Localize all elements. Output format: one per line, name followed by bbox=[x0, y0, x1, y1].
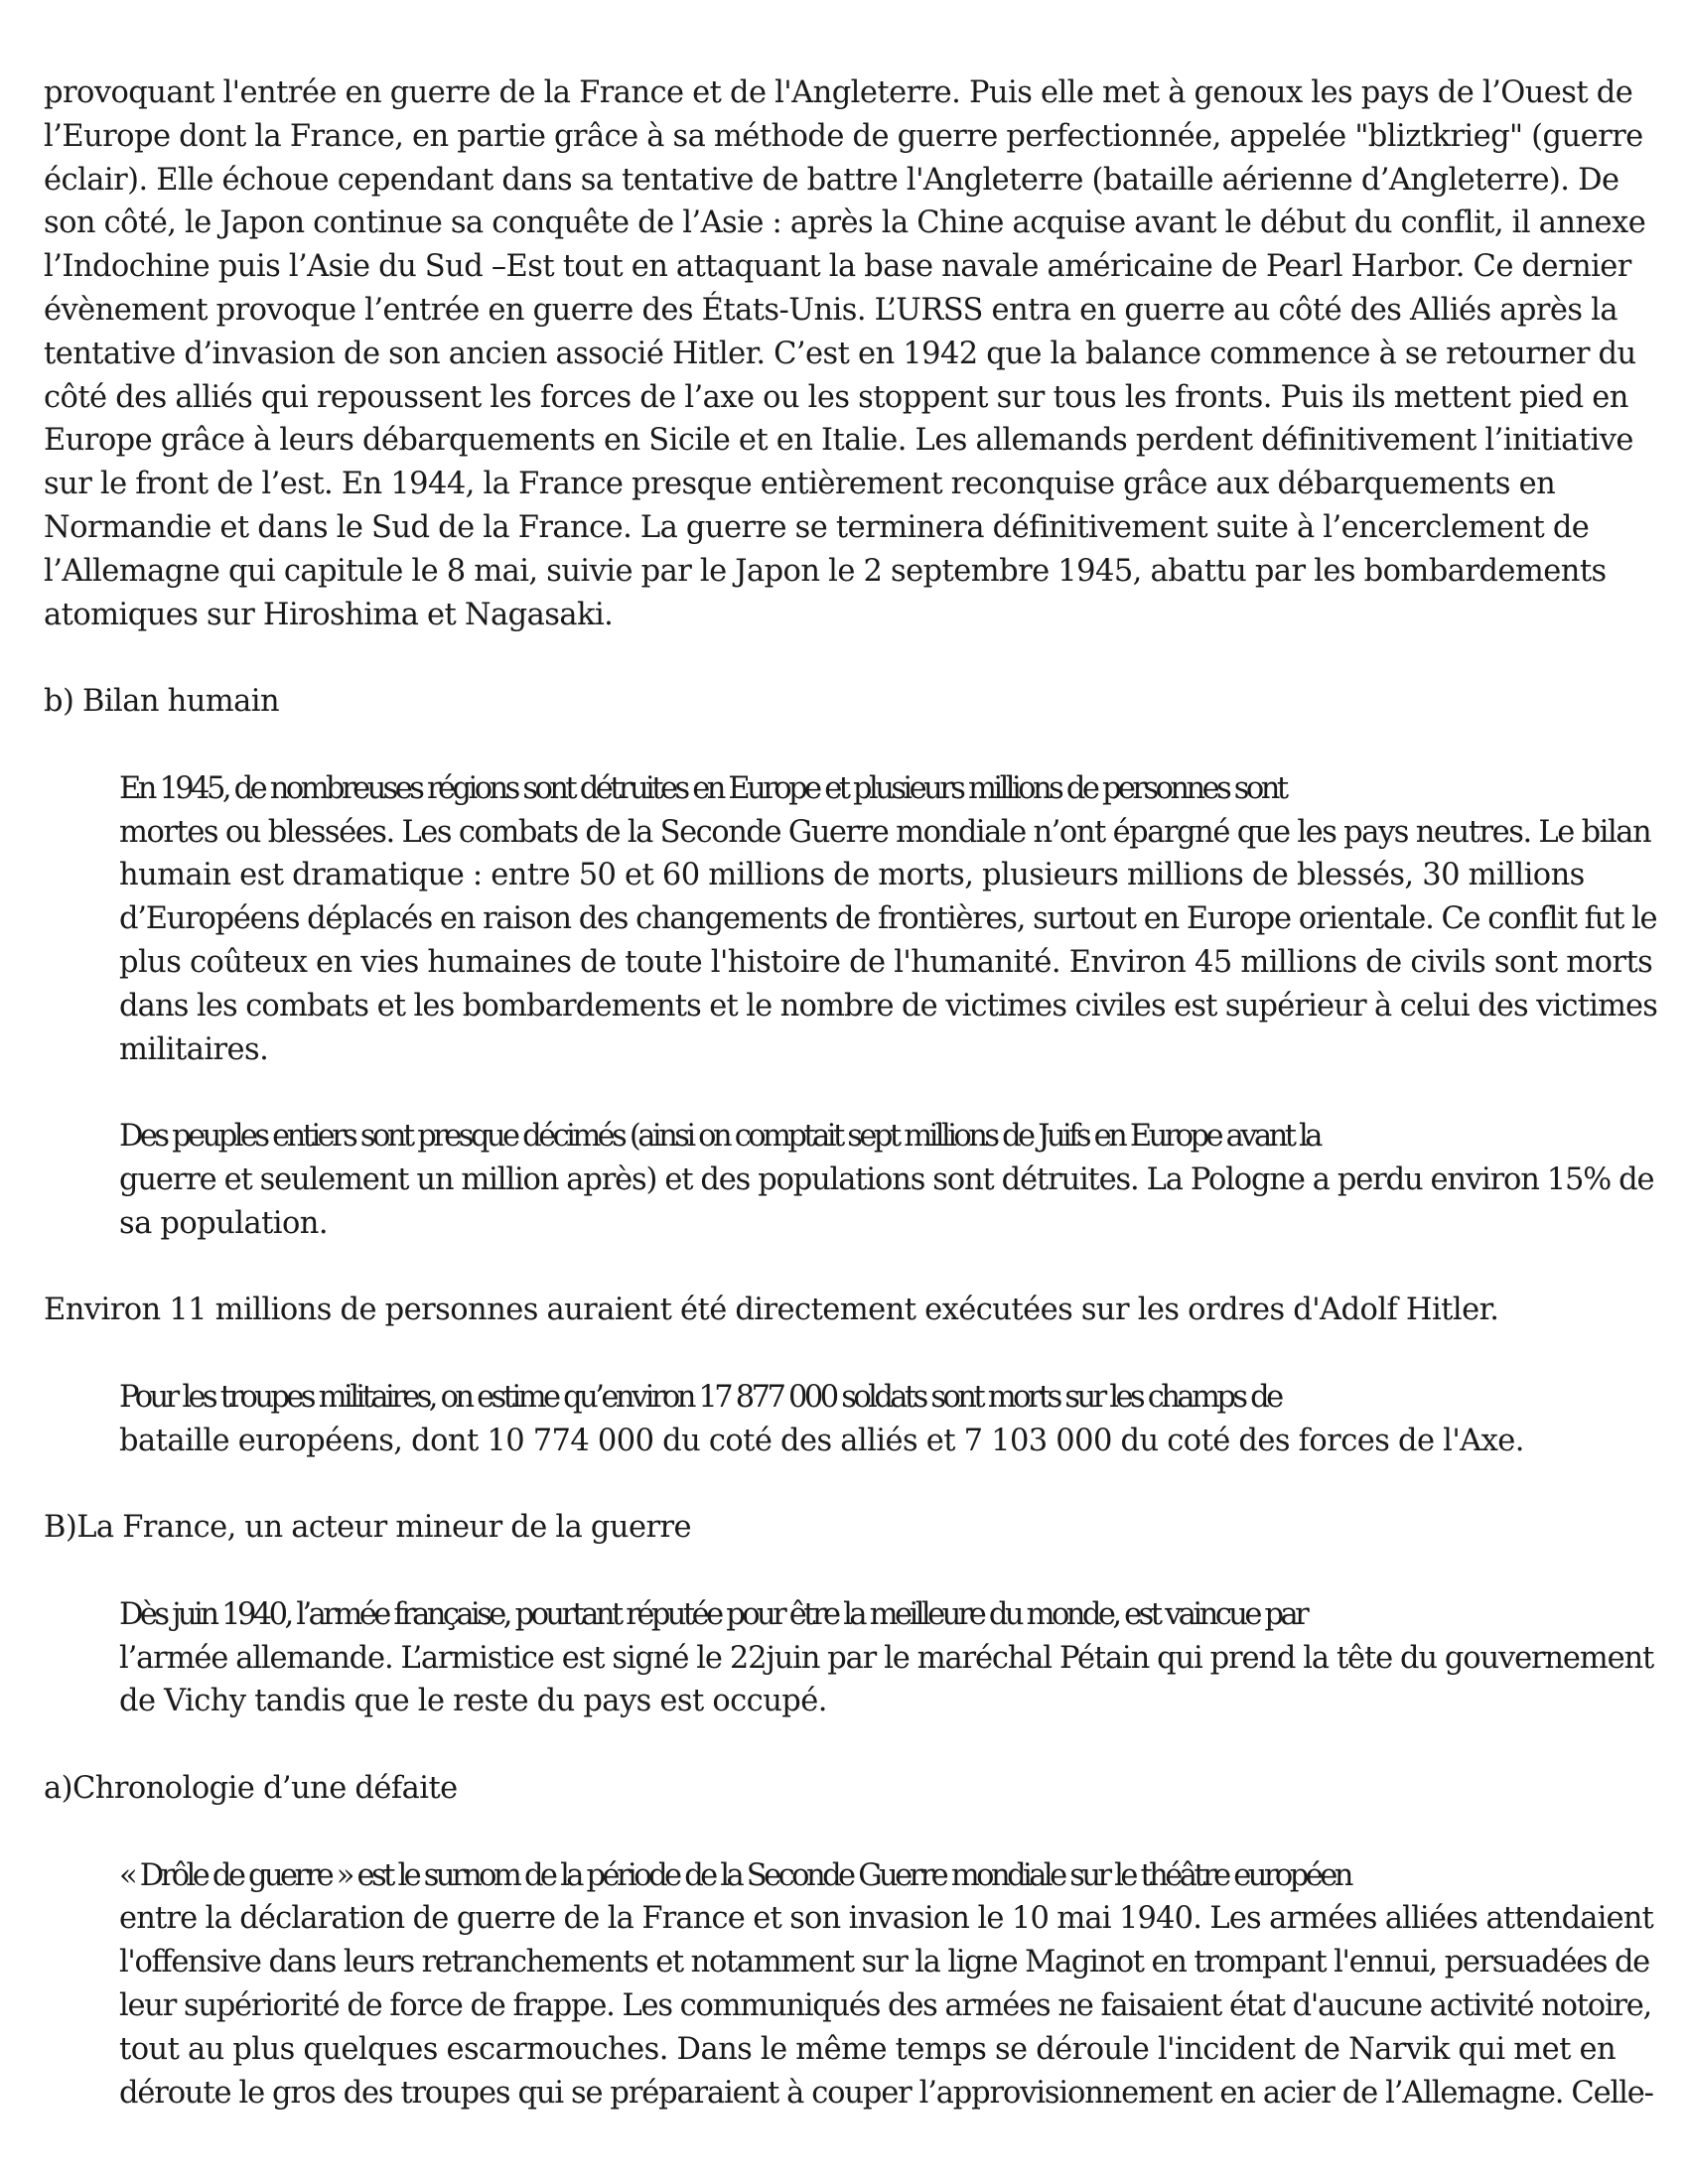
section-heading-chronologie bbox=[44, 1767, 1658, 1811]
text-line: l’armée allemande. L’armistice est signé le 22juin par le maréchal Pétain qui prend la tête du gouvernement bbox=[119, 1640, 1654, 1676]
text-line: sa population. bbox=[119, 1205, 329, 1241]
text-line: de Vichy tandis que le reste du pays est occupé. bbox=[119, 1684, 827, 1719]
text-line: sur le front de l’est. En 1944, la France presque entièrement reconquise grâce aux débarquements en bbox=[44, 467, 1556, 502]
text-line: bataille européens, dont 10 774 000 du coté des alliés et 7 103 000 du coté des forces de l'Axe. bbox=[119, 1423, 1524, 1458]
heading-text: B)La France, un acteur mineur de la guerre bbox=[44, 1510, 692, 1546]
text-line: Des peuples entiers sont presque décimés (ainsi on comptait sept millions de Juifs en Europe avant la bbox=[119, 1119, 1320, 1155]
heading-text: a)Chronologie d’une défaite bbox=[44, 1771, 458, 1807]
text-line: l'offensive dans leurs retranchements et notamment sur la ligne Maginot en trompant l'ennui, persuadées de bbox=[119, 1945, 1649, 1980]
text-line: mortes ou blessées. Les combats de la Seconde Guerre mondiale n’ont épargné que les pays neutres. Le bilan bbox=[119, 814, 1651, 850]
text-line: Europe grâce à leurs débarquements en Sicile et en Italie. Les allemands perdent définitivement l’initiative bbox=[44, 423, 1633, 459]
paragraph-peuples-decimes bbox=[44, 1115, 1658, 1245]
section-heading-france-acteur-mineur bbox=[44, 1506, 1658, 1550]
paragraph-juin-1940 bbox=[44, 1593, 1658, 1723]
text-line: évènement provoque l’entrée en guerre des États-Unis. L’URSS entra en guerre au côté des Alliés après la bbox=[44, 292, 1618, 328]
text-line: Environ 11 millions de personnes auraient été directement exécutées sur les ordres d'Adolf Hitler. bbox=[44, 1293, 1499, 1328]
section-heading-bilan-humain bbox=[44, 680, 1658, 724]
text-line: plus coûteux en vies humaines de toute l'histoire de l'humanité. Environ 45 millions de civils sont morts bbox=[119, 944, 1653, 980]
heading-text: b) Bilan humain bbox=[44, 684, 280, 720]
text-line: « Drôle de guerre » est le surnom de la période de la Seconde Guerre mondiale sur le théâtre européen bbox=[119, 1857, 1350, 1893]
text-line: provoquant l'entrée en guerre de la France et de l'Angleterre. Puis elle met à genoux les pays de l’Ouest de bbox=[44, 75, 1633, 110]
text-line: éclair). Elle échoue cependant dans sa tentative de battre l'Angleterre (bataille aérienne d’Angleterre). De bbox=[44, 162, 1619, 198]
text-line: l’Allemagne qui capitule le 8 mai, suivie par le Japon le 2 septembre 1945, abattu par les bombardements bbox=[44, 553, 1607, 589]
paragraph-drole-de-guerre bbox=[44, 1854, 1658, 2116]
text-line: guerre et seulement un million après) et des populations sont détruites. La Pologne a perdu environ 15% de bbox=[119, 1161, 1654, 1197]
paragraph-executions bbox=[44, 1289, 1658, 1332]
text-line: dans les combats et les bombardements et le nombre de victimes civiles est supérieur à celui des victimes bbox=[119, 988, 1658, 1024]
text-line: Pour les troupes militaires, on estime qu’environ 17 877 000 soldats sont morts sur les champs de bbox=[119, 1379, 1281, 1415]
text-line: Normandie et dans le Sud de la France. La guerre se terminera définitivement suite à l’encerclement de bbox=[44, 509, 1590, 545]
text-line: militaires. bbox=[119, 1031, 269, 1067]
text-line: entre la déclaration de guerre de la France et son invasion le 10 mai 1940. Les armées alliées attendaient bbox=[119, 1901, 1653, 1937]
text-line: son côté, le Japon continue sa conquête de l’Asie : après la Chine acquise avant le début du conflit, il annexe bbox=[44, 205, 1646, 241]
paragraph-troupes-militaires bbox=[44, 1376, 1658, 1463]
text-line: leur supériorité de force de frappe. Les communiqués des armées ne faisaient état d'aucune activité notoire, bbox=[119, 1988, 1651, 2024]
text-line: l’Europe dont la France, en partie grâce à sa méthode de guerre perfectionnée, appelée "bliztkrieg" (guerre bbox=[44, 118, 1643, 154]
text-line: humain est dramatique : entre 50 et 60 millions de morts, plusieurs millions de blessés, 30 millions bbox=[119, 858, 1585, 893]
document-page bbox=[44, 71, 1658, 2158]
text-line: tentative d’invasion de son ancien associé Hitler. C’est en 1942 que la balance commence à se retourner du bbox=[44, 336, 1636, 371]
text-line: tout au plus quelques escarmouches. Dans le même temps se déroule l'incident de Narvik qui met en bbox=[119, 2031, 1617, 2067]
text-line: déroute le gros des troupes qui se préparaient à couper l’approvisionnement en acier de l’Allemagne. Celle- bbox=[119, 2075, 1653, 2111]
text-line: côté des alliés qui repoussent les forces de l’axe ou les stoppent sur tous les fronts. Puis ils mettent pied en bbox=[44, 379, 1628, 415]
text-line: atomiques sur Hiroshima et Nagasaki. bbox=[44, 597, 614, 632]
text-line: En 1945, de nombreuses régions sont détruites en Europe et plusieurs millions de personnes sont bbox=[119, 770, 1286, 806]
text-line: Dès juin 1940, l’armée française, pourtant réputée pour être la meilleure du monde, est vaincue par bbox=[119, 1596, 1307, 1632]
text-line: l’Indochine puis l’Asie du Sud –Est tout en attaquant la base navale américaine de Pearl Harbor. Ce dernier bbox=[44, 249, 1631, 285]
text-line: d’Européens déplacés en raison des changements de frontières, surtout en Europe orientale. Ce conflit fut le bbox=[119, 901, 1657, 937]
paragraph-intro-continuation bbox=[44, 71, 1658, 636]
paragraph-bilan-1945 bbox=[44, 767, 1658, 1072]
